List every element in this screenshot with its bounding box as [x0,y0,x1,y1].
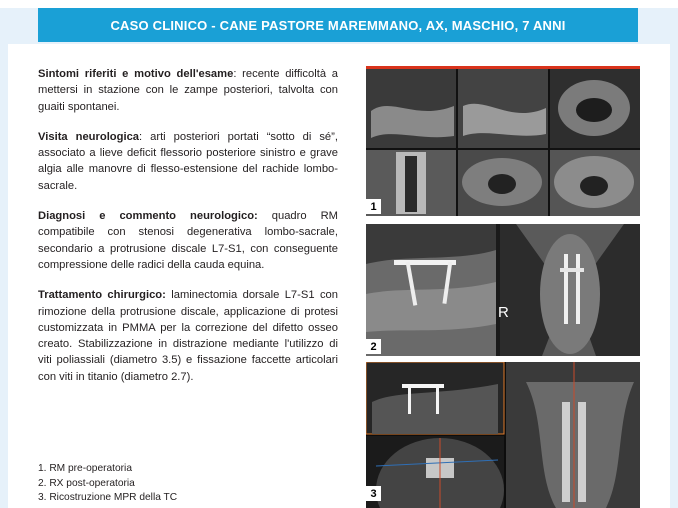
diagnosis-section [38,208,338,273]
figure-2-xray [366,224,640,356]
section-body: recente difficoltà a mettersi in stazione con le zampe posteriori, talvolta con guaiti spontanei. [38,68,338,113]
neuro-exam-section: Visita neurologica: arti posteriori portati “sotto di sé”, associato a lieve deficit flessorio posteriore sinistro e grave algia alle manovre di flesso-estensione del rachide lombo-sacrale. [38,130,338,192]
section-heading: Diagnosi e commento neurologico: [38,210,258,223]
section-heading: Sintomi riferiti e motivo dell'esame [38,68,234,80]
figure-legend [38,462,278,506]
mri-grid-image [366,66,640,216]
figure-1-mri [366,66,640,216]
xray-image [366,224,640,356]
figure-number-badge: 3 [366,486,381,501]
legend-item: 3. Ricostruzione MPR della TC [38,492,178,503]
treatment-section [38,287,338,385]
legend-item: 2. RX post-operatoria [38,477,135,489]
text-column [38,66,338,399]
section-heading: Visita neurologica [38,130,140,143]
figure-number-badge: 2 [366,339,381,354]
section-body: quadro RM compatibile con stenosi degenerativa lombo-sacrale, secondario a protrusione discale L7-S1, con conseguente compressione delle radici della cauda equina. [38,210,338,271]
legend-item: 1. RM pre-operatoria [38,463,132,474]
symptoms-section: Sintomi riferiti e motivo dell'esame: recente difficoltà a mettersi in stazione con le zampe posteriori, talvolta con guaiti spontanei. [38,68,338,113]
top-strip [0,0,678,8]
case-title-banner [38,8,638,42]
figure-number-badge: 1 [366,199,381,214]
figure-3-ct [366,362,640,508]
section-body: arti posteriori portati “sotto di sé”, associato a lieve deficit flessorio posteriore sinistro e grave algia alle manovre di flesso-estensione del rachide lombo-sacrale. [38,130,338,192]
section-body: laminectomia dorsale L7-S1 con rimozione della protrusione discale, applicazione di protesi customizzata in PMMA per la correzione del difetto osseo creato. Stabilizzazione in distrazione mediante l'utilizzo di viti poliassiali (diametro 3.5) e fissazione faccette articolari con viti in titanio (diametro 2.7). [38,289,338,383]
section-heading: Trattamento chirurgico: [38,289,166,302]
case-title: CASO CLINICO - CANE PASTORE MAREMMANO, AX, MASCHIO, 7 ANNI [110,17,566,33]
ct-mpr-image [366,362,640,508]
radiograph-side-marker: R [498,304,509,321]
